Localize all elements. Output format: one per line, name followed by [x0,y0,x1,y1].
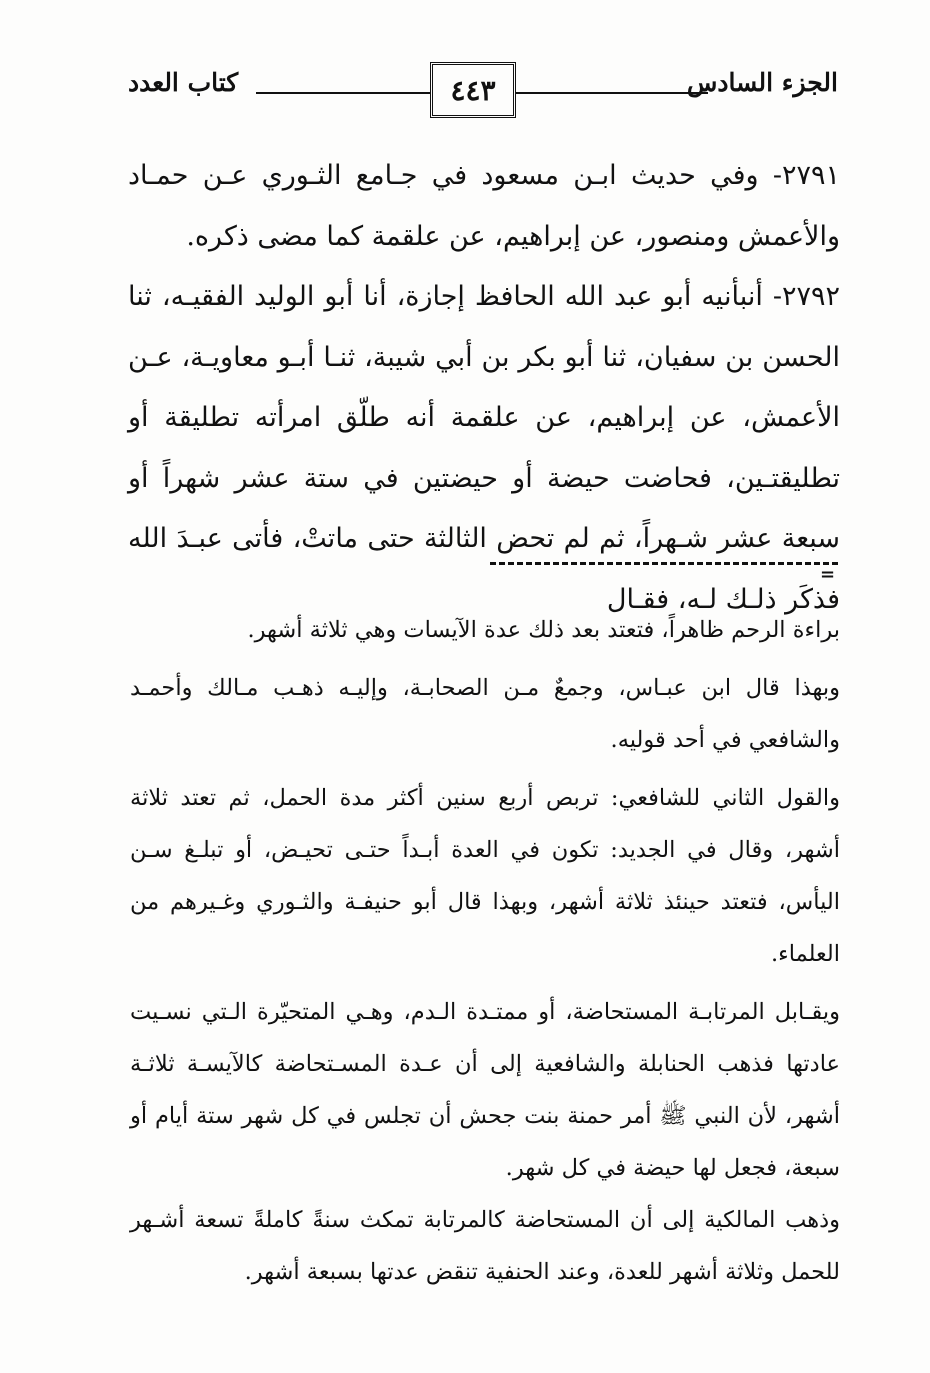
page-number-box [430,62,516,118]
footnote-paragraph: والقول الثاني للشافعي: تربص أربع سنين أكثر مدة الحمل، ثم تعتد ثلاثة أشهر، وقال في الجديد: تكون في العدة أبـداً حتـى تحيـض، أو تبلـغ سـن اليأس، فتعتد حينئذ ثلاثة أشهر، وبهذا قال أبو حنيفـة والثـوري وغـيرهم من العلماء. [130,785,840,967]
footnote-paragraph: ويقـابل المرتابـة المستحاضة، أو ممتـدة الـدم، وهـي المتحيّرة الـتي نسـيت عادتها فذهب الحنابلة والشافعية إلى أن عـدة المسـتحاضة كالآيسـة ثلاثـة أشهر، لأن النبي ﷺ أمر حمنة بنت جحش أن تجلس في كل شهر ستة أيام أو سبعة، فجعل لها حيضة في كل شهر. [130,999,840,1181]
part-title: الجزء السادس [686,68,838,97]
hadith-2791: ٢٧٩١- وفي حديث ابـن مسعود في جـامع الثـوري عـن حمـاد والأعمش ومنصور، عن إبراهيم، عن علقمة كما مضى ذكره. [128,160,840,252]
book-title: كتاب العدد [128,68,239,97]
footnote-paragraph: براءة الرحم ظاهراً، فتعتد بعد ذلك عدة الآيسات وهي ثلاثة أشهر. [247,617,840,643]
page-number: ٤٤٣ [450,73,496,107]
hadith-2792: ٢٧٩٢- أنبأنيه أبو عبد الله الحافظ إجازة، أنا أبو الوليد الفقيـه، ثنا الحسن بن سفيان، ثنا أبو بكر بن أبي شيبة، ثنـا أبـو معاويـة، عـن الأعمش، عن إبراهيم، عن علقمة أنه طلّق امرأته تطليقة أو تطليقتـين، فحاضت حيضة أو حيضتين في ستة عشر شهراً أو سبعة عشر شـهراً، ثم لم تحض الثالثة حتى ماتتْ، فأتى عبـدَ الله فذكَر ذلـك لـه، فقـال [128,281,840,615]
footnote-paragraph: وذهب المالكية إلى أن المستحاضة كالمرتابة تمكث سنةً كاملةً تسعة أشـهر للحمل وثلاثة أشهر للعدة، وعند الحنفية تنقض عدتها بسبعة أشهر. [130,1207,840,1285]
footnote-paragraph: وبهذا قال ابن عبـاس، وجمعٌ مـن الصحابـة، وإليـه ذهـب مـالك وأحمـد والشافعي في أحد قوليه. [130,675,840,753]
footnote [130,604,840,1298]
main-text [128,146,840,630]
header-rule-right [516,92,708,94]
page-header [128,62,838,124]
footnote-divider [490,562,838,565]
continuation-mark: = [820,564,836,585]
